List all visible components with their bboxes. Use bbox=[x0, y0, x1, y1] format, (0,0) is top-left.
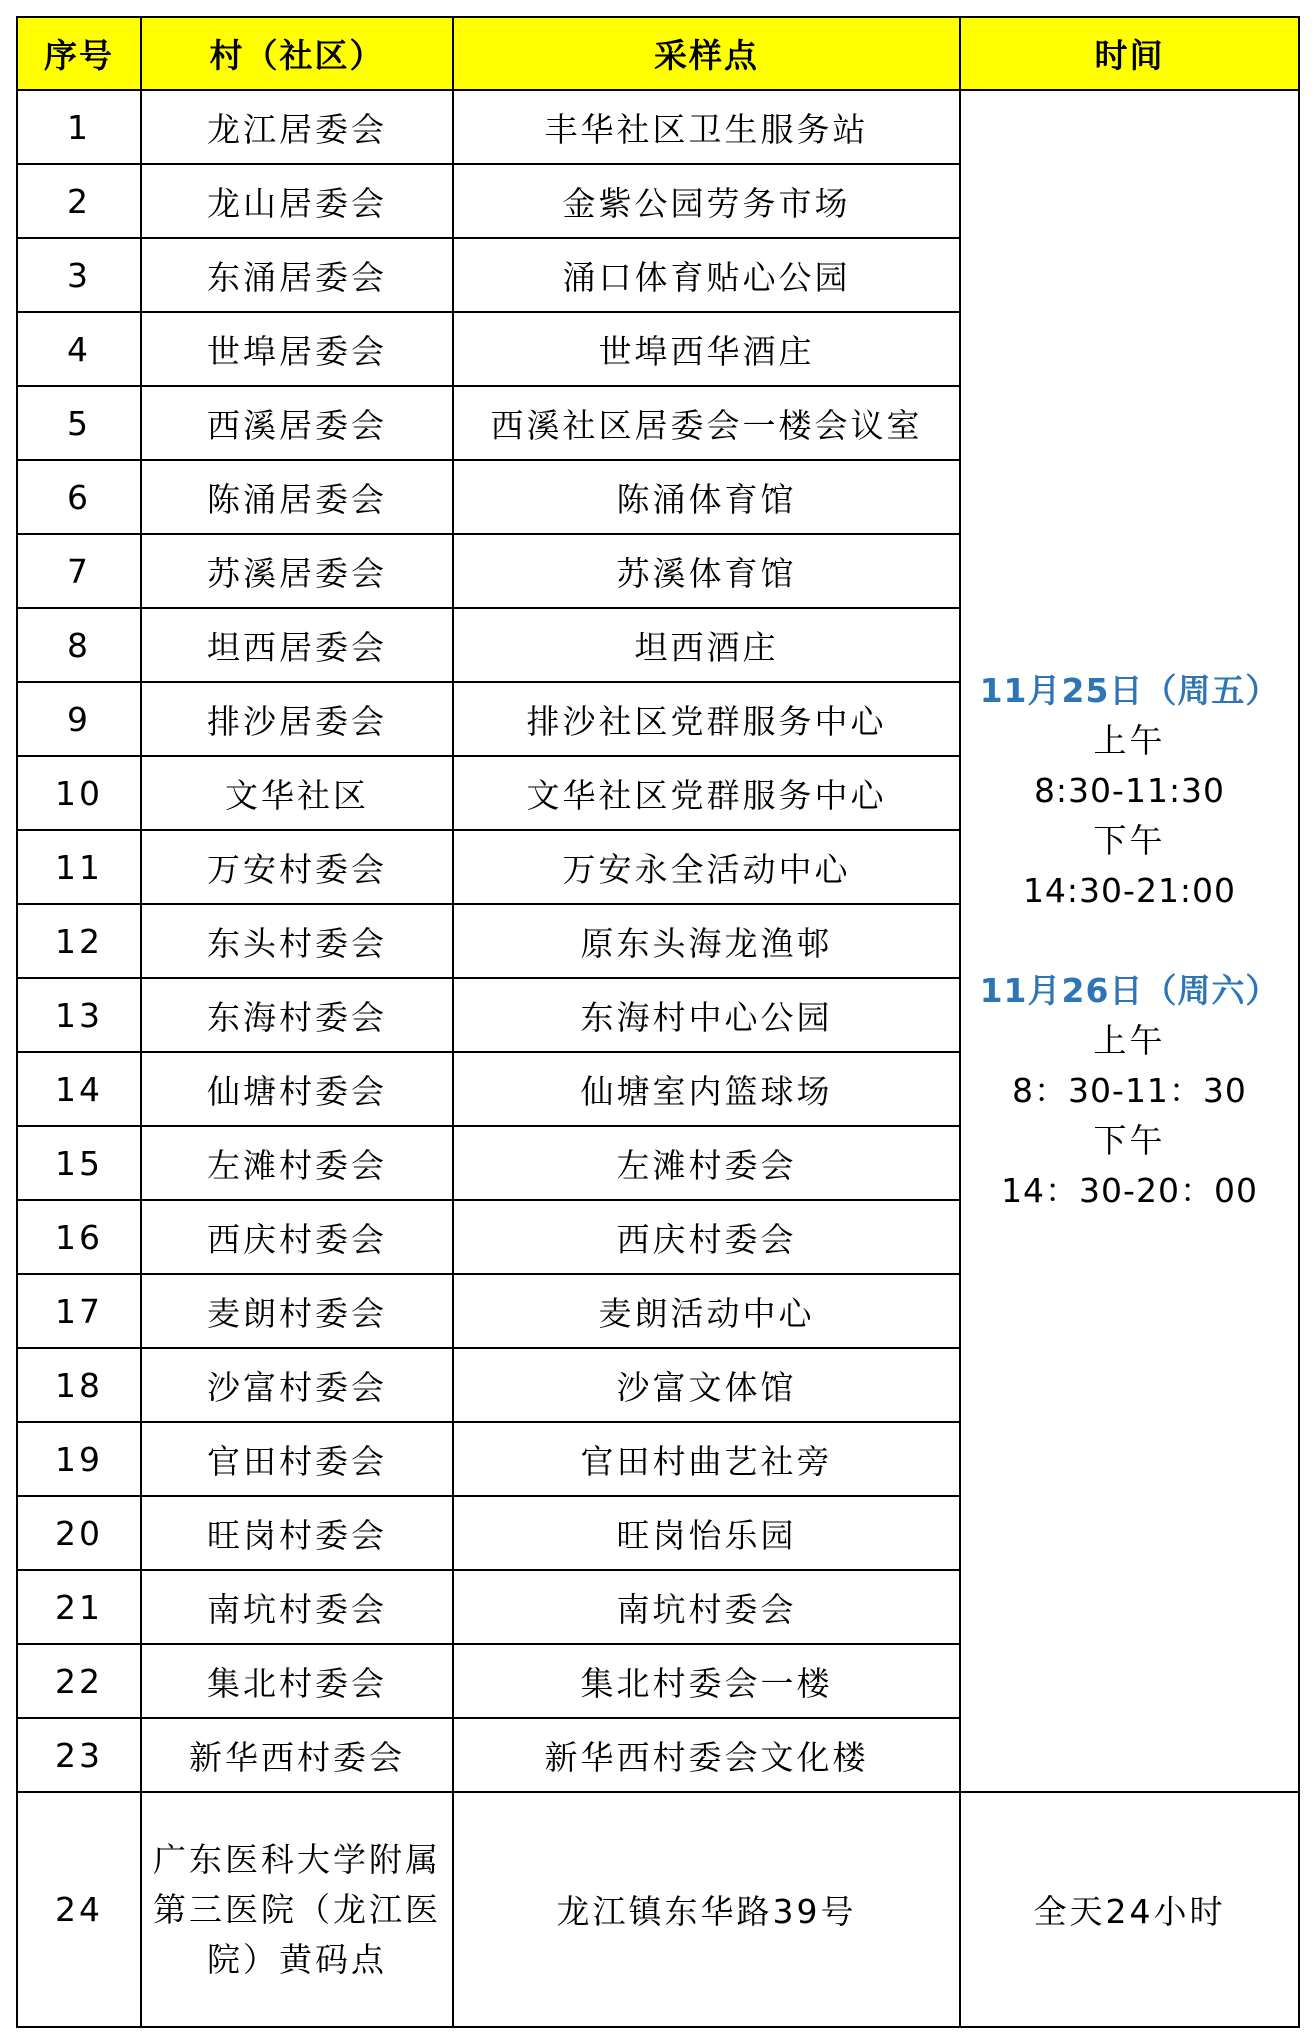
row-village: 左滩村委会 bbox=[141, 1126, 453, 1200]
row-site: 沙富文体馆 bbox=[453, 1348, 960, 1422]
date-day2: 11月26日（周六） bbox=[979, 971, 1280, 1010]
row-site: 苏溪体育馆 bbox=[453, 534, 960, 608]
pm-time-day1: 14:30-21:00 bbox=[1022, 871, 1237, 910]
am-label-day1: 上午 bbox=[1093, 721, 1166, 760]
row-number: 23 bbox=[17, 1718, 141, 1792]
row-site: 仙塘室内篮球场 bbox=[453, 1052, 960, 1126]
row-number: 10 bbox=[17, 756, 141, 830]
row-number: 24 bbox=[17, 1792, 141, 2027]
row-village: 东头村委会 bbox=[141, 904, 453, 978]
row-site: 金紫公园劳务市场 bbox=[453, 164, 960, 238]
row-village: 龙江居委会 bbox=[141, 90, 453, 164]
row-village: 沙富村委会 bbox=[141, 1348, 453, 1422]
row-number: 17 bbox=[17, 1274, 141, 1348]
row-village: 西溪居委会 bbox=[141, 386, 453, 460]
row-site: 东海村中心公园 bbox=[453, 978, 960, 1052]
row-number: 18 bbox=[17, 1348, 141, 1422]
row-site: 龙江镇东华路39号 bbox=[453, 1792, 960, 2027]
row-site: 官田村曲艺社旁 bbox=[453, 1422, 960, 1496]
row-village: 官田村委会 bbox=[141, 1422, 453, 1496]
row-village: 南坑村委会 bbox=[141, 1570, 453, 1644]
row-number: 5 bbox=[17, 386, 141, 460]
row-number: 9 bbox=[17, 682, 141, 756]
row-number: 13 bbox=[17, 978, 141, 1052]
row-village: 旺岗村委会 bbox=[141, 1496, 453, 1570]
row-number: 21 bbox=[17, 1570, 141, 1644]
row-number: 11 bbox=[17, 830, 141, 904]
row-site: 左滩村委会 bbox=[453, 1126, 960, 1200]
row-village: 集北村委会 bbox=[141, 1644, 453, 1718]
row-site: 排沙社区党群服务中心 bbox=[453, 682, 960, 756]
table-row bbox=[17, 1792, 1299, 2027]
row-site: 新华西村委会文化楼 bbox=[453, 1718, 960, 1792]
row-village: 世埠居委会 bbox=[141, 312, 453, 386]
row-site: 坦西酒庄 bbox=[453, 608, 960, 682]
row-village: 苏溪居委会 bbox=[141, 534, 453, 608]
row-site: 麦朗活动中心 bbox=[453, 1274, 960, 1348]
row-village: 龙山居委会 bbox=[141, 164, 453, 238]
row-village: 万安村委会 bbox=[141, 830, 453, 904]
row-village: 陈涌居委会 bbox=[141, 460, 453, 534]
row-village: 东涌居委会 bbox=[141, 238, 453, 312]
row-village: 仙塘村委会 bbox=[141, 1052, 453, 1126]
row-site: 西庆村委会 bbox=[453, 1200, 960, 1274]
row-site: 南坑村委会 bbox=[453, 1570, 960, 1644]
am-time-day2: 8：30-11：30 bbox=[1012, 1071, 1247, 1110]
row-village: 坦西居委会 bbox=[141, 608, 453, 682]
row-village: 文华社区 bbox=[141, 756, 453, 830]
row-number: 4 bbox=[17, 312, 141, 386]
header-time: 时间 bbox=[960, 17, 1299, 90]
row-site: 西溪社区居委会一楼会议室 bbox=[453, 386, 960, 460]
row-village: 新华西村委会 bbox=[141, 1718, 453, 1792]
row-site: 丰华社区卫生服务站 bbox=[453, 90, 960, 164]
pm-time-day2: 14：30-20：00 bbox=[1001, 1171, 1258, 1210]
header-village: 村（社区） bbox=[141, 17, 453, 90]
row-number: 22 bbox=[17, 1644, 141, 1718]
date-day1: 11月25日（周五） bbox=[979, 671, 1280, 710]
row-number: 20 bbox=[17, 1496, 141, 1570]
row-number: 1 bbox=[17, 90, 141, 164]
row-site: 涌口体育贴心公园 bbox=[453, 238, 960, 312]
table-body bbox=[17, 90, 1299, 2027]
row-number: 12 bbox=[17, 904, 141, 978]
row-site: 陈涌体育馆 bbox=[453, 460, 960, 534]
am-label-day2: 上午 bbox=[1093, 1021, 1166, 1060]
row-site: 万安永全活动中心 bbox=[453, 830, 960, 904]
row-site: 集北村委会一楼 bbox=[453, 1644, 960, 1718]
row-site: 文华社区党群服务中心 bbox=[453, 756, 960, 830]
row-number: 3 bbox=[17, 238, 141, 312]
row-village: 麦朗村委会 bbox=[141, 1274, 453, 1348]
am-time-day1: 8:30-11:30 bbox=[1033, 771, 1226, 810]
row-time: 全天24小时 bbox=[960, 1792, 1299, 2027]
row-number: 15 bbox=[17, 1126, 141, 1200]
row-village: 排沙居委会 bbox=[141, 682, 453, 756]
pm-label-day1: 下午 bbox=[1093, 821, 1166, 860]
shared-time-cell bbox=[960, 90, 1299, 1792]
header-number: 序号 bbox=[17, 17, 141, 90]
table-row bbox=[17, 90, 1299, 164]
row-village: 广东医科大学附属第三医院（龙江医院）黄码点 bbox=[141, 1792, 453, 2027]
row-site: 原东头海龙渔邨 bbox=[453, 904, 960, 978]
row-village: 东海村委会 bbox=[141, 978, 453, 1052]
sampling-schedule-table bbox=[16, 16, 1300, 2028]
row-site: 旺岗怡乐园 bbox=[453, 1496, 960, 1570]
row-site: 世埠西华酒庄 bbox=[453, 312, 960, 386]
pm-label-day2: 下午 bbox=[1093, 1121, 1166, 1160]
row-number: 16 bbox=[17, 1200, 141, 1274]
row-number: 19 bbox=[17, 1422, 141, 1496]
header-row bbox=[17, 17, 1299, 90]
row-village: 西庆村委会 bbox=[141, 1200, 453, 1274]
row-number: 8 bbox=[17, 608, 141, 682]
row-number: 14 bbox=[17, 1052, 141, 1126]
row-number: 6 bbox=[17, 460, 141, 534]
row-number: 7 bbox=[17, 534, 141, 608]
header-site: 采样点 bbox=[453, 17, 960, 90]
row-number: 2 bbox=[17, 164, 141, 238]
day-spacer bbox=[961, 916, 1298, 966]
